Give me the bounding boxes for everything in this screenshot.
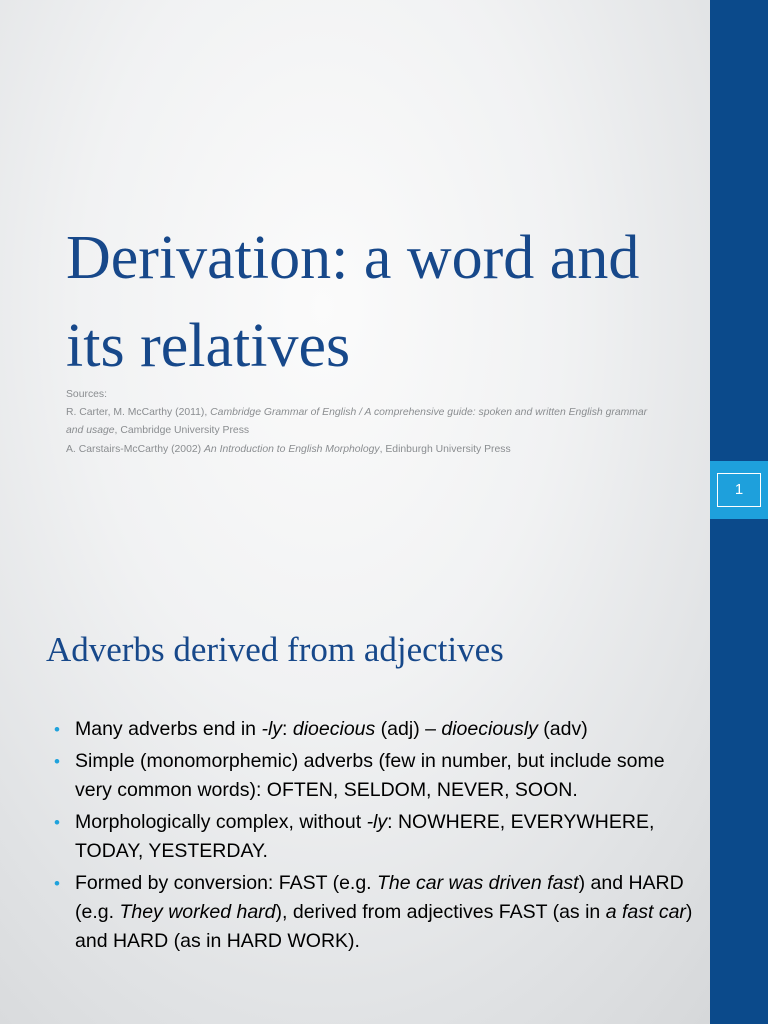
bullet-icon: • [54,813,60,832]
bullet-item [54,869,694,956]
text-run: : [282,718,293,740]
source-entry-1-prefix: R. Carter, M. McCarthy (2011), [66,407,211,418]
source-entry-1-suffix: , Cambridge University Press [114,425,250,436]
italic-text: -ly [261,718,283,740]
text-run: ) and HARD (e.g. [75,872,684,923]
bullet-list [54,715,694,959]
italic-text: The car was driven fast [377,872,579,894]
source-entry-2-suffix: , Edinburgh University Press [379,444,511,455]
page-number-badge [710,461,768,519]
bullet-text [75,718,588,740]
source-entry-2 [66,441,656,459]
text-run: (adj) – [375,718,442,740]
bullet-item [54,808,694,866]
source-entry-1-work: Cambridge Grammar of English / A comprehensive guide: spoken and written English grammar and usage [66,407,648,436]
text-run: : NOWHERE, EVERYWHERE, TODAY, YESTERDAY. [75,811,655,862]
italic-text: -ly [366,811,388,833]
section-title: Adverbs derived from adjectives [46,630,504,669]
italic-text: a fast car [605,901,686,923]
sources-block [66,386,656,459]
italic-text: They worked hard [119,901,276,923]
slide-title: Derivation: a word and its relatives [66,224,640,380]
source-entry-1 [66,404,656,440]
text-run: ), derived from adjectives FAST (as in [275,901,606,923]
text-run: Simple (monomorphemic) adverbs (few in number, but include some very common words): OFTEN, SELDOM, NEVER, SOON. [75,750,665,801]
italic-text: dioecious [292,718,376,740]
text-run: ) and HARD (as in HARD WORK). [75,901,693,952]
bullet-item [54,747,694,805]
source-entry-2-prefix: A. Carstairs-McCarthy (2002) [66,444,204,455]
text-run: Morphologically complex, without [75,811,367,833]
bullet-text [75,872,692,952]
bullet-icon: • [54,720,60,739]
italic-text: dioeciously [441,718,538,740]
bullet-item [54,715,694,744]
bullet-text [75,750,665,801]
source-entry-2-work: An Introduction to English Morphology [204,444,380,455]
page-number: 1 [717,473,761,507]
slide-title-block [66,214,686,390]
bullet-text [75,811,654,862]
text-run: (adv) [537,718,588,740]
bullet-icon: • [54,752,60,771]
text-run: Many adverbs end in [75,718,262,740]
sources-label: Sources: [66,389,108,400]
bullet-icon: • [54,874,60,893]
text-run: Formed by conversion: FAST (e.g. [75,872,378,894]
